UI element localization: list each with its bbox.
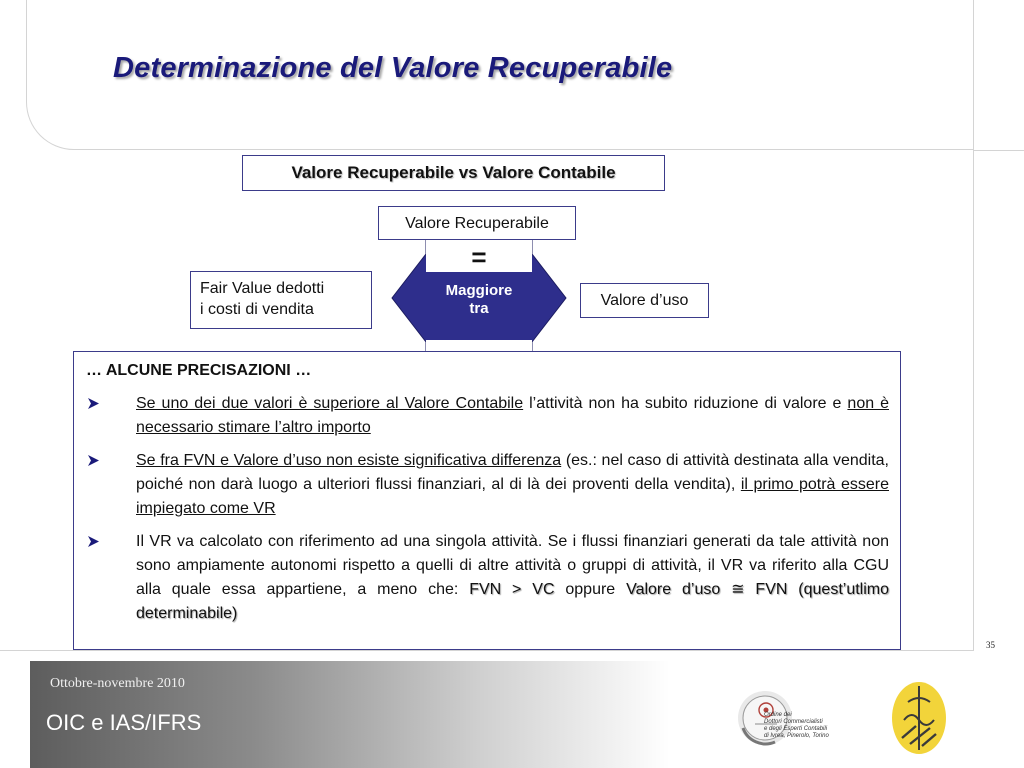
arrow-label-line-1: Maggiore (445, 282, 513, 299)
frame-line (974, 150, 1024, 151)
subtitle-text: Valore Recuperabile vs Valore Contabile (291, 163, 616, 182)
note-3-condition-b: Valore d’uso ≅ FVN (quest’utlimo determinabile) (136, 581, 890, 622)
maggiore-tra-arrow (390, 240, 568, 356)
note-3-connector: oppure (554, 581, 627, 598)
note-2-text: (es.: nel caso di attività destinata alla vendita, poiché non darà luogo a ulteriori flussi finanziari, al di là dei proventi della vendita), (136, 452, 889, 493)
footer-margin (0, 661, 30, 768)
list-item (86, 449, 889, 521)
fair-value-line-2: i costi di vendita (200, 301, 314, 318)
note-1-underlined-b: non è necessario stimare l’altro importo (136, 395, 890, 436)
odcec-logo-text (764, 712, 844, 740)
arrow-bullet-icon (88, 530, 104, 547)
note-3-text: Il VR va calcolato con riferimento ad una singola attività. Se i flussi finanziari generati da tale attività non sono ampiamente autonomi rispetto a quelli di altre attività o gruppi di attività, il VR va riferito alla CGU alla quale essa appartiene, a meno che: (136, 533, 889, 598)
note-2-underlined-b: il primo potrà essere impiegato come VR (136, 476, 889, 517)
frame-line (0, 650, 974, 651)
oic-logo-icon (890, 680, 948, 756)
valore-recuperabile-label: Valore Recuperabile (405, 214, 549, 232)
arrow-bullet-icon (88, 449, 104, 466)
arrow-label (424, 282, 534, 318)
footer-brand: OIC e IAS/IFRS (46, 710, 202, 735)
subtitle-box (242, 155, 665, 191)
notes-heading: … ALCUNE PRECISAZIONI … (86, 362, 312, 379)
footer-date: Ottobre-novembre 2010 (50, 676, 185, 691)
valore-uso-box (580, 283, 709, 318)
note-1-underlined-a: Se uno dei due valori è superiore al Valore Contabile (136, 395, 524, 412)
valore-recuperabile-box (378, 206, 576, 240)
page-title: Determinazione del Valore Recuperabile (113, 52, 673, 84)
note-2-underlined-a: Se fra FVN e Valore d’uso non esiste significativa differenza (136, 452, 562, 469)
notes-box (73, 351, 901, 650)
fair-value-line-1: Fair Value dedotti (200, 280, 325, 297)
arrow-label-line-2: tra (469, 300, 489, 317)
list-item (86, 392, 889, 440)
fair-value-box (190, 271, 372, 329)
frame-line (973, 0, 974, 650)
note-3-condition-a: FVN > VC (469, 581, 555, 598)
valore-uso-label: Valore d’uso (600, 292, 689, 309)
odcec-text-1: Ordine dei (764, 712, 792, 718)
odcec-text-4: di Ivrea, Pinerolo, Torino (764, 733, 829, 739)
note-1-text: l’attività non ha subito riduzione di valore e (523, 395, 848, 412)
odcec-text-3: e degli Esperti Contabili (764, 726, 828, 732)
odcec-text-2: Dottori Commercialisti (764, 719, 823, 725)
page-number: 35 (986, 640, 995, 650)
arrow-bullet-icon (88, 392, 104, 409)
list-item (86, 530, 889, 626)
equal-sign: = (471, 242, 487, 272)
